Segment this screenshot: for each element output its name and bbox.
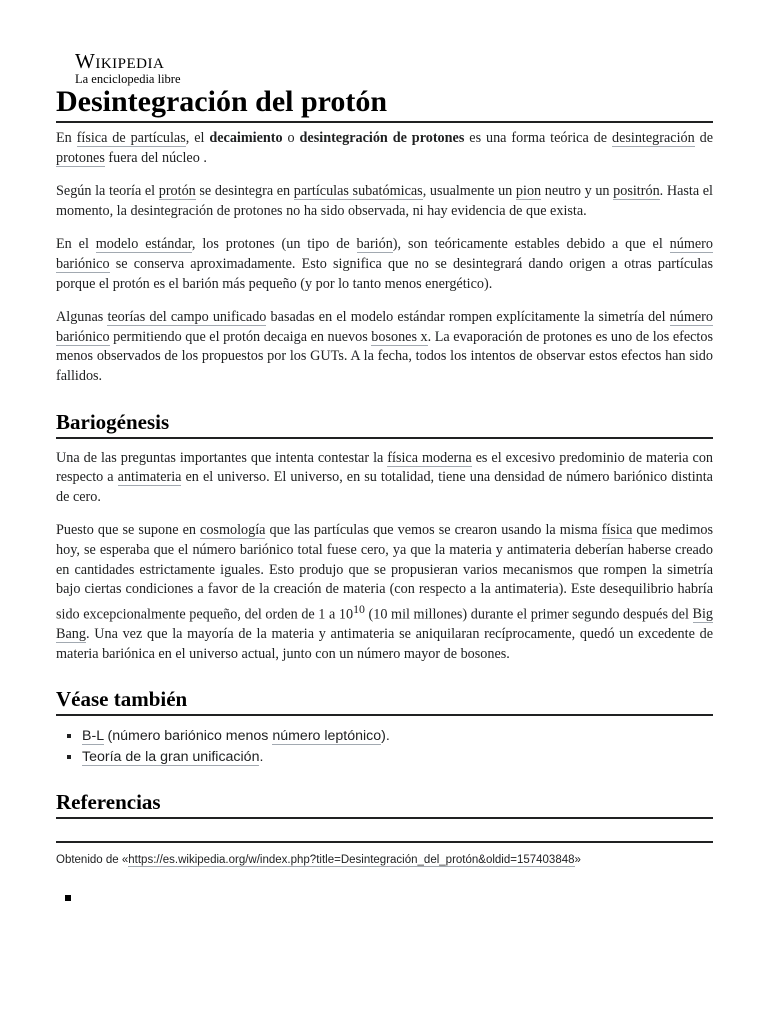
link-antimateria[interactable]: antimateria [117,469,182,486]
text: Puesto que se supone en [56,522,201,539]
link-teorias-del-campo-unificado[interactable]: teorías del campo unificado [107,309,267,326]
wikipedia-logo[interactable] [75,50,215,86]
text: neutro y un [541,183,614,200]
text: que las partículas que vemos se crearon usando la misma [265,522,602,539]
text: se conserva aproximadamente. Esto significa que no se desintegrará dando origen a otras partículas porque el protón es el barión más pequeño (y por lo tanto menos energético). [56,255,713,292]
link-numero-leptonico[interactable]: número leptónico [272,728,382,745]
text: de [694,130,713,146]
link-barion[interactable]: barión [356,236,393,253]
text: , el [185,130,210,146]
text: es una forma teórica de [464,130,612,146]
link-fisica-moderna[interactable]: física moderna [387,449,472,466]
logo-wordmark: Wikipedia [75,49,165,73]
text: , usualmente un [422,183,516,200]
list-item [82,726,713,747]
text: . Una vez que la mayoría de la materia y antimateria se aniquilaran recíprocamente, quedó un excedente de materia bariónica en el universo actual, junto con un número mayor de bosones. [56,626,713,662]
references-divider [56,841,713,843]
text: . La evaporación de protones es uno de los efectos menos observados de los propuestos por los GUTs. A la fecha, todos los intentos de observar estos efectos han sido fallidos. [56,328,713,384]
link-fisica-de-particulas[interactable]: física de partículas [76,130,186,146]
intro-paragraph-2 [56,182,713,221]
permanent-link[interactable]: https://es.wikipedia.org/w/index.php?title=Desintegración_del_protón&oldid=157403848 [128,854,575,867]
page-title: Desintegración del protón [56,84,713,123]
text: . [259,748,264,765]
intro-paragraph-1 [56,129,713,168]
text: Una de las preguntas importantes que intenta contestar la [56,449,388,466]
text: en el universo. El universo, en su totalidad, tiene una densidad de número bariónico distinta de cero. [56,469,713,505]
retrieved-from-footer [56,853,713,868]
text: ). [381,728,390,745]
link-numero-barionico[interactable]: número bariónico [56,236,713,272]
text: En [56,130,77,146]
link-pion[interactable]: pion [515,183,542,200]
text: permitiendo que el protón decaiga en nuevos [109,328,372,345]
text: , los protones (un tipo de [191,236,357,253]
link-proton[interactable]: protón [158,183,196,200]
superscript-exponent: 10 [353,601,365,616]
section-heading-referencias: Referencias [56,789,713,819]
link-numero-barionico[interactable]: número bariónico [56,309,713,345]
intro-paragraph-3 [56,235,713,294]
see-also-list [56,726,713,767]
text: es el excesivo predominio de materia con respecto a [56,449,714,486]
text: Obtenido de « [56,854,129,867]
link-desintegracion[interactable]: desintegración [611,130,695,146]
text: (número bariónico menos [103,728,273,745]
text: (10 mil millones) durante el primer segundo después del [364,606,693,623]
text: En el [56,236,96,253]
text: Según la teoría el [56,183,159,200]
text: basadas en el modelo estándar rompen explícitamente la simetría del [266,309,670,326]
link-cosmologia[interactable]: cosmología [200,522,266,539]
link-positron[interactable]: positrón [613,183,660,200]
link-particulas-subatomicas[interactable]: partículas subatómicas [293,183,423,200]
link-b-l[interactable]: B-L [82,728,104,745]
text: se desintegra en [195,183,294,200]
bold-term-decaimiento: decaimiento [209,130,283,146]
text: » [574,854,581,867]
intro-paragraph-4 [56,308,713,386]
link-bosones-x[interactable]: bosones x [371,328,428,345]
empty-list-bullet [65,895,71,901]
logo-tagline: La enciclopedia libre [75,72,181,86]
link-teoria-de-la-gran-unificacion[interactable]: Teoría de la gran unificación [82,748,260,765]
list-item [82,747,713,768]
text: Algunas [56,309,108,326]
text: o [282,130,300,146]
text: . Hasta el momento, la desintegración de protones no ha sido observada, ni hay evidencia de que exista. [56,183,714,219]
link-fisica[interactable]: física [601,522,633,539]
section-heading-bariogenesis: Bariogénesis [56,409,713,439]
article-content [56,129,713,868]
link-protones[interactable]: protones [56,149,105,166]
bariogenesis-paragraph-1 [56,449,713,508]
bold-term-desintegracion-de-protones: desintegración de protones [299,130,465,146]
text: que medimos hoy, se esperaba que el número bariónico total fuese cero, ya que la materia y antimateria deberían haberse creado en cantidades estrictamente iguales. Esto produjo que se propusieran varios mecanismos que rompen la simetría bajo ciertas condiciones a favor de la creación de materia (con respecto a la antimateria). Este desequilibrio habría sido excepcionalmente pequeño, del orden de 1 a 10 [56,522,713,623]
text: fuera del núcleo . [104,149,207,166]
link-big-bang[interactable]: Big Bang [56,606,713,643]
text: ), son teóricamente estables debido a que el [392,236,670,253]
bariogenesis-paragraph-2 [56,521,713,664]
link-modelo-estandar[interactable]: modelo estándar [95,236,192,253]
section-heading-vease-tambien: Véase también [56,686,713,716]
